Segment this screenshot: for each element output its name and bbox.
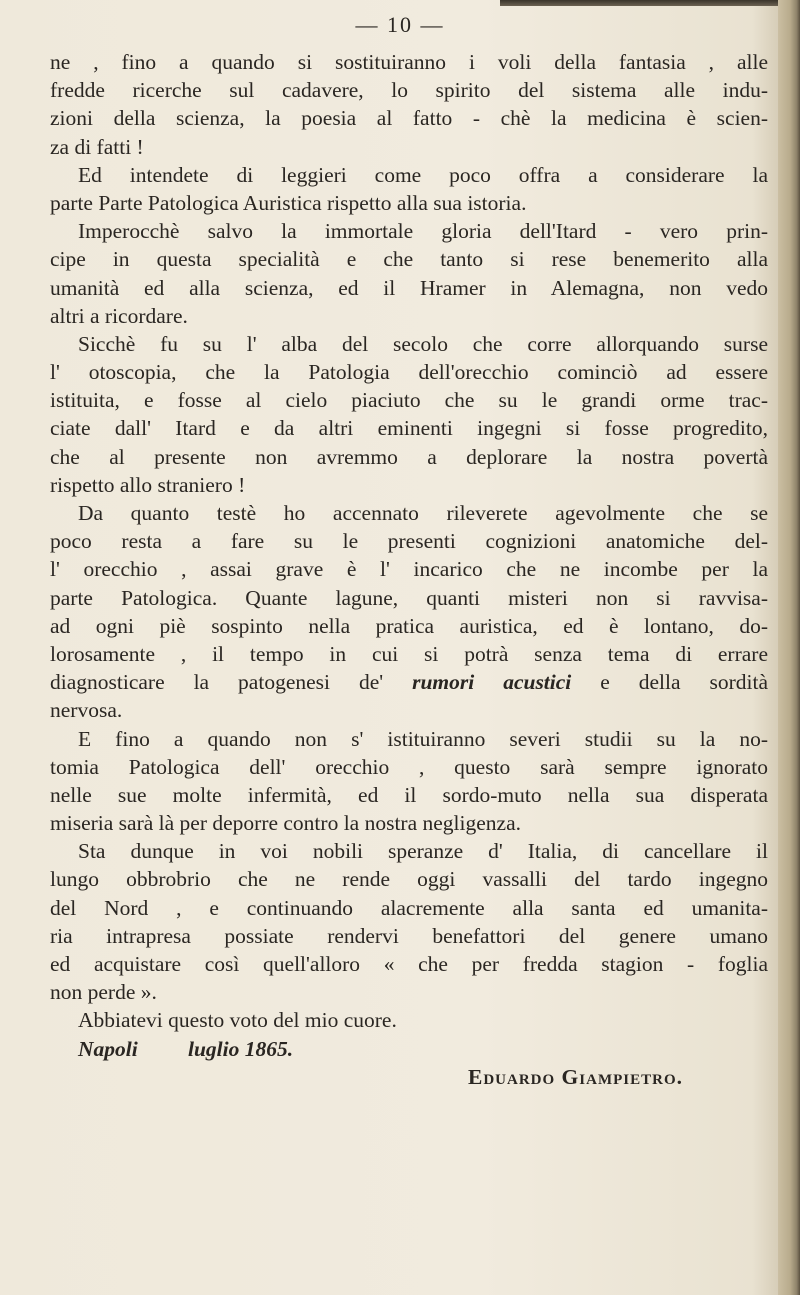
- text-line: Abbiatevi questo voto del mio cuore.: [78, 1008, 397, 1033]
- top-edge-rule: [500, 0, 800, 6]
- text-line: umanità ed alla scienza, ed il Hramer in Alemagna, non vedo: [50, 275, 768, 300]
- text-line: Imperocchè salvo la immortale gloria dell'Itard - vero prin-: [78, 219, 768, 244]
- text-line: non perde ».: [50, 980, 157, 1005]
- text-line: rispetto allo straniero !: [50, 472, 246, 497]
- text-line: fredde ricerche sul cadavere, lo spirito del sistema alle indu-: [50, 78, 768, 103]
- page-binding-edge: [778, 0, 800, 1295]
- text-line: l' orecchio , assai grave è l' incarico che ne incombe per la: [50, 557, 768, 582]
- text-line: zioni della scienza, la poesia al fatto - chè la medicina è scien-: [50, 106, 768, 131]
- text-line: ed acquistare così quell'alloro « che per fredda stagion - foglia: [50, 952, 768, 976]
- text-line: lorosamente , il tempo in cui si potrà senza tema di errare: [50, 641, 768, 666]
- text-line: istituita, e fosse al cielo piaciuto che su le grandi orme trac-: [50, 388, 768, 413]
- text-line: Sta dunque in voi nobili speranze d' Italia, di cancellare il: [78, 839, 768, 864]
- text-line: Da quanto testè ho accennato rileverete agevolmente che se: [78, 501, 768, 525]
- body-text: [50, 48, 768, 1091]
- text-line: parte Patologica. Quante lagune, quanti misteri non si ravvisa-: [50, 585, 768, 610]
- signature-place: Napoli: [78, 1036, 138, 1061]
- text-line: za di fatti !: [50, 134, 144, 159]
- text-fragment: diagnosticare la patogenesi de': [50, 670, 413, 695]
- text-line: lungo obbrobrio che ne rende oggi vassalli del tardo ingegno: [50, 867, 768, 892]
- text-fragment: e della sordità: [571, 670, 769, 695]
- signature-place-date: [50, 1035, 768, 1063]
- text-line: cipe in questa specialità e che tanto si rese benemerito alla: [50, 247, 768, 272]
- text-line: Sicchè fu su l' alba del secolo che corre allorquando surse: [78, 331, 768, 356]
- text-line: ciate dall' Itard e da altri eminenti ingegni si fosse progredito,: [50, 416, 768, 441]
- signature-date: luglio 1865.: [188, 1036, 294, 1061]
- emphasized-term: rumori acustici: [412, 670, 572, 695]
- text-line: del Nord , e continuando alacremente alla santa ed umanita-: [50, 895, 768, 920]
- text-line: ria intrapresa possiate rendervi benefattori del genere umano: [50, 923, 768, 948]
- text-line: altri a ricordare.: [50, 303, 188, 328]
- text-line: parte Parte Patologica Auristica rispetto alla sua istoria.: [50, 190, 527, 215]
- text-line: l' otoscopia, che la Patologia dell'orecchio cominciò ad essere: [50, 360, 768, 385]
- text-line: ne , fino a quando si sostituiranno i voli della fantasia , alle: [50, 50, 768, 74]
- text-line: miseria sarà là per deporre contro la nostra negligenza.: [50, 811, 521, 836]
- page-number: — 10 —: [355, 12, 445, 37]
- text-line-emphasis: [50, 668, 768, 696]
- text-line: che al presente non avremmo a deplorare la nostra povertà: [50, 444, 768, 469]
- text-line: ad ogni piè sospinto nella pratica auristica, ed è lontano, do-: [50, 613, 768, 638]
- text-line: tomia Patologica dell' orecchio , questo sarà sempre ignorato: [50, 754, 768, 779]
- text-line: poco resta a fare su le presenti cognizioni anatomiche del-: [50, 529, 768, 554]
- text-line: nervosa.: [50, 698, 123, 723]
- signature-author: Eduardo Giampietro.: [468, 1064, 683, 1089]
- text-line: E fino a quando non s' istituiranno severi studii su la no-: [78, 726, 768, 751]
- text-line: nelle sue molte infermità, ed il sordo-muto nella sua disperata: [50, 782, 768, 807]
- text-line: Ed intendete di leggieri come poco offra a considerare la: [78, 162, 768, 187]
